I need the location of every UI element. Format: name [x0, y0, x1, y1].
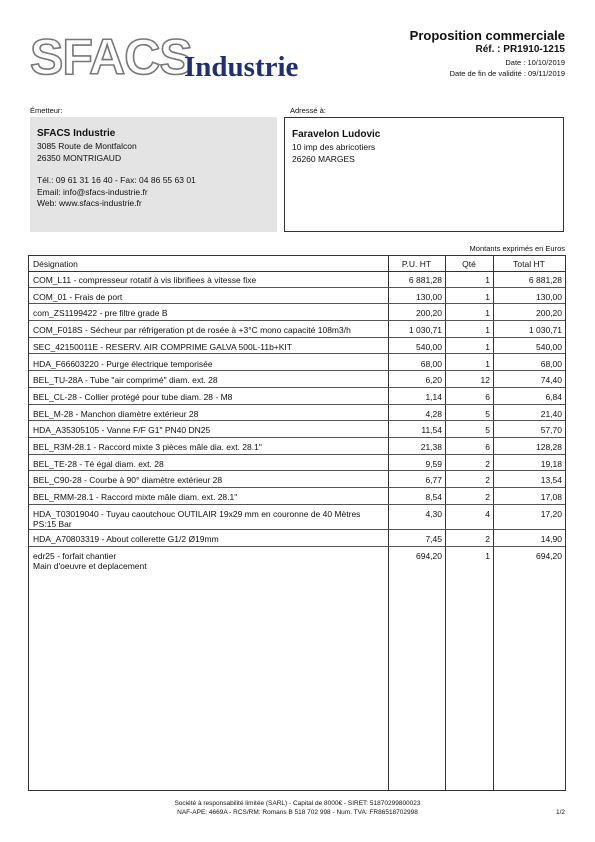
cell-quantity: 1: [485, 275, 490, 285]
cell-quantity: 1: [485, 341, 490, 352]
cell-total: 13,54: [540, 475, 562, 486]
emitter-email: Email: info@sfacs-industrie.fr: [37, 186, 148, 197]
cell-quantity: 5: [485, 408, 490, 419]
cell-designation: BEL_R3M-28.1 - Raccord mixte 3 pièces mâle dia. ext. 28.1": [33, 442, 262, 452]
cell-total: 74,40: [540, 375, 562, 386]
cell-unit-price: 68,00: [420, 358, 442, 369]
cell-unit-price: 11,54: [421, 425, 442, 436]
recipient-name: Faravelon Ludovic: [292, 129, 381, 140]
cell-total: 1 030,71: [528, 325, 562, 336]
cell-quantity: 1: [485, 551, 490, 561]
document-reference: Réf. : PR1910-1215: [475, 44, 565, 55]
recipient-address-line2: 26260 MARGES: [292, 153, 355, 164]
table-row: [29, 288, 565, 305]
table-row: [29, 547, 565, 573]
cell-total: 17,08: [540, 492, 562, 503]
cell-quantity: 5: [485, 425, 490, 436]
table-row: [29, 304, 565, 321]
emitter-address-line2: 26350 MONTRIGAUD: [37, 152, 122, 163]
table-row: [29, 271, 565, 288]
table-row: [29, 471, 565, 488]
validity-date: Date de fin de validité : 09/11/2019: [449, 69, 565, 78]
table-row: [29, 421, 565, 438]
cell-quantity: 2: [485, 492, 490, 503]
table-header: [29, 256, 565, 272]
cell-quantity: 1: [485, 325, 490, 336]
cell-total: 14,90: [540, 534, 562, 545]
footer-legal-line2: NAF-APE: 4669A - RCS/RM: Romans B 518 702 998 - Num. TVA: FR86518702998: [177, 809, 418, 816]
recipient-block: [284, 117, 564, 232]
cell-quantity: 2: [485, 534, 490, 545]
cell-designation: SEC_42150011E - RESERV. AIR COMPRIME GALVA 500L-11b+KIT: [33, 341, 292, 352]
document-date: Date : 10/10/2019: [505, 58, 565, 67]
document-title: Proposition commerciale: [409, 28, 565, 43]
table-row: [29, 488, 565, 505]
cell-quantity: 6: [485, 442, 490, 452]
cell-designation: BEL_RMM-28.1 - Raccord mixte mâle diam. ext. 28.1": [33, 492, 238, 503]
cell-designation: HDA_A35305105 - Vanne F/F G1" PN40 DN25: [33, 425, 211, 436]
cell-quantity: 6: [485, 391, 490, 402]
header-unit-price: P.U. HT: [401, 259, 432, 269]
cell-unit-price: 7,45: [425, 534, 442, 545]
cell-quantity: 1: [485, 291, 490, 302]
cell-total: 21,40: [540, 408, 562, 419]
header-total: Total HT: [513, 259, 545, 269]
page-number: 1/2: [555, 809, 565, 816]
cell-designation: edr25 - forfait chantier: [33, 551, 117, 561]
cell-quantity: 2: [485, 475, 490, 486]
emitter-block: [30, 117, 277, 232]
company-logo: [30, 29, 320, 92]
table-row: [29, 530, 565, 547]
table-row: [29, 388, 565, 405]
cell-total: 17,20: [540, 508, 562, 519]
cell-unit-price: 540,00: [416, 341, 442, 352]
cell-unit-price: 4,30: [425, 508, 442, 519]
table-row: [29, 455, 565, 472]
cell-total: 200,20: [536, 308, 562, 319]
cell-designation: BEL_CL-28 - Collier protégé pour tube diam. 28 - M8: [33, 391, 233, 402]
cell-unit-price: 21,38: [420, 442, 442, 452]
recipient-label: Adressé à:: [290, 106, 326, 115]
table-row: [29, 371, 565, 388]
cell-total: 68,00: [540, 358, 562, 369]
cell-total: 6,84: [545, 391, 562, 402]
emitter-name: SFACS Industrie: [37, 128, 116, 139]
cell-quantity: 12: [480, 375, 490, 386]
cell-total: 57,70: [540, 425, 562, 436]
table-row: [29, 438, 565, 455]
cell-designation: com_ZS1199422 - pre filtre grade B: [33, 308, 168, 319]
table-row: [29, 321, 565, 338]
cell-designation: COM_L11 - compresseur rotatif à vis librifiees à vitesse fixe: [33, 275, 257, 285]
table-row: [29, 338, 565, 355]
emitter-phone: Tél.: 09 61 31 16 40 - Fax: 04 86 55 63 01: [37, 175, 196, 185]
cell-unit-price: 1 030,71: [408, 325, 442, 336]
cell-unit-price: 6,77: [425, 475, 442, 486]
cell-unit-price: 6 881,28: [408, 275, 442, 285]
table-row: [29, 405, 565, 422]
cell-designation-line2: PS:15 Bar: [33, 518, 72, 529]
cell-designation: HDA_F66603220 - Purge électrique temporisée: [33, 358, 213, 369]
cell-unit-price: 4,28: [425, 408, 442, 419]
cell-designation: HDA_T03019040 - Tuyau caoutchouc OUTILAIR 19x29 mm en couronne de 40 Mètres: [33, 508, 361, 519]
cell-total: 130,00: [536, 291, 562, 302]
cell-designation: BEL_TU-28A - Tube "air comprimé" diam. ext. 28: [33, 375, 218, 386]
cell-designation: COM_01 - Frais de port: [33, 291, 123, 302]
cell-unit-price: 694,20: [416, 551, 442, 561]
cell-unit-price: 200,20: [416, 308, 442, 319]
cell-designation: BEL_C90-28 - Courbe à 90° diamètre extérieur 28: [33, 475, 223, 486]
cell-designation-line2: Main d'oeuvre et deplacement: [33, 561, 147, 571]
cell-total: 6 881,28: [528, 275, 562, 285]
table-row: [29, 505, 565, 531]
currency-note: Montants exprimés en Euros: [469, 244, 565, 253]
cell-total: 19,18: [540, 458, 562, 469]
cell-designation: COM_F018S - Sécheur par réfrigeration pt de rosée à +3°C mono capacité 108m3/h: [33, 325, 351, 336]
cell-quantity: 1: [485, 308, 490, 319]
recipient-address-line1: 10 imp des abricotiers: [292, 142, 376, 152]
cell-designation: HDA_A70803319 - About collerette G1/2 Ø19mm: [33, 534, 219, 545]
cell-designation: BEL_M-28 - Manchon diamètre extérieur 28: [33, 408, 199, 419]
logo-industrie-text: Industrie: [184, 51, 299, 83]
cell-unit-price: 9,59: [425, 458, 442, 469]
cell-total: 540,00: [536, 341, 562, 352]
cell-total: 128,28: [536, 442, 562, 452]
header-designation: Désignation: [33, 259, 78, 269]
cell-quantity: 4: [485, 508, 490, 519]
cell-quantity: 1: [485, 358, 490, 369]
footer-legal-line1: Société à responsabilité limitée (SARL) - Capital de 8000€ - SIRET: 51870299800023: [174, 800, 421, 807]
cell-total: 694,20: [536, 551, 562, 561]
cell-designation: BEL_TE-28 - Té égal diam. ext. 28: [33, 458, 164, 469]
emitter-label: Émetteur:: [30, 106, 63, 115]
table-row: [29, 355, 565, 372]
emitter-address-line1: 3085 Route de Montfalcon: [37, 141, 137, 151]
cell-unit-price: 8,54: [425, 492, 442, 503]
cell-quantity: 2: [485, 458, 490, 469]
quote-table: [28, 255, 566, 791]
header-quantity: Qté: [462, 259, 476, 269]
cell-unit-price: 130,00: [416, 291, 442, 302]
cell-unit-price: 1,14: [425, 391, 442, 402]
emitter-website: Web: www.sfacs-industrie.fr: [37, 198, 142, 208]
logo-sfacs-text: SFACS: [30, 29, 192, 85]
cell-unit-price: 6,20: [425, 375, 442, 386]
